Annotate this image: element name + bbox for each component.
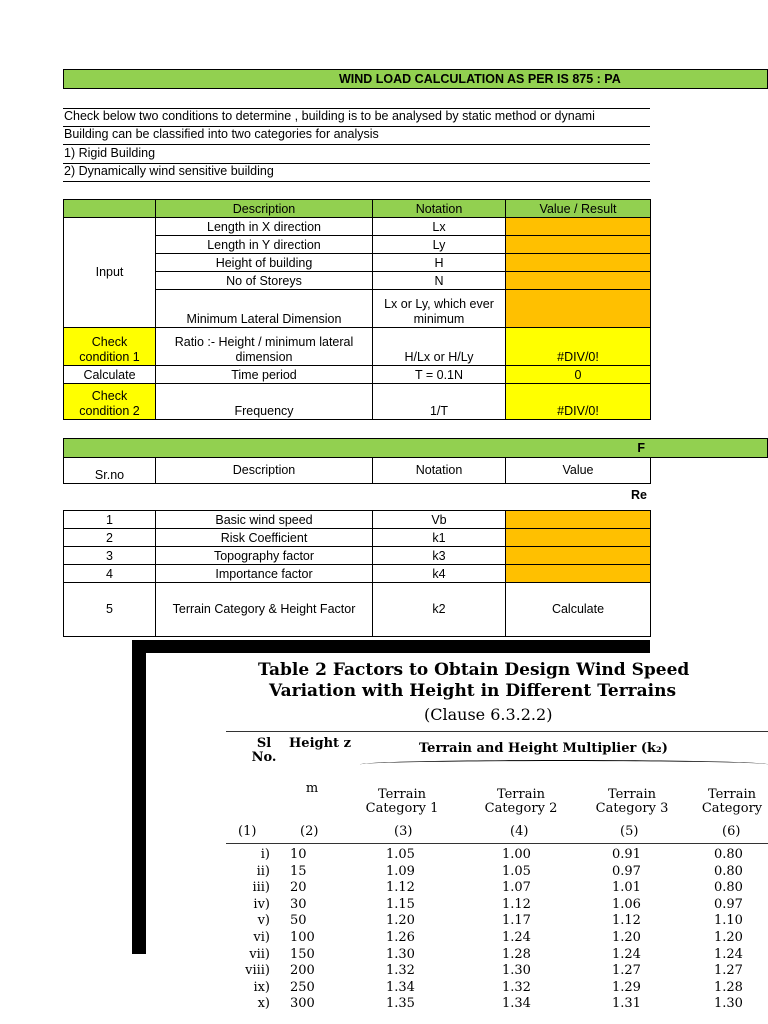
row-notation: Ly [373, 236, 506, 254]
scan-col-height: Height z [289, 736, 351, 751]
row-desc: Frequency [156, 384, 373, 420]
scan-k2-value: 0.91 [612, 847, 641, 862]
sr-no: 5 [64, 583, 156, 637]
scan-k2-value: 1.26 [386, 930, 415, 945]
scan-unit: m [305, 781, 319, 796]
scan-k2-value: 1.17 [502, 913, 531, 929]
row-desc: Length in X direction [156, 218, 373, 236]
scan-k2-value: 1.05 [386, 847, 415, 862]
scan-k2-value: 1.12 [502, 896, 531, 912]
scan-sl-no: v) [257, 913, 270, 929]
image-border-top [132, 640, 650, 653]
row-desc: Minimum Lateral Dimension [156, 290, 373, 328]
scan-k2-value: 1.27 [714, 963, 743, 979]
scan-k2-value: 0.97 [714, 896, 743, 912]
factor-table [63, 510, 651, 637]
divider [63, 181, 650, 182]
scan-height: 100 [290, 930, 315, 945]
scan-sl-no: vi) [253, 930, 270, 945]
scan-k2-value: 1.28 [502, 946, 531, 962]
scan-k2-value: 1.31 [612, 996, 641, 1012]
row-desc: Ratio :- Height / minimum lateral dimension [156, 328, 373, 366]
scan-height: 30 [290, 896, 307, 912]
scan-rule-top [226, 731, 768, 732]
scan-cat-4: Terrain Category [701, 787, 763, 816]
scan-height: 10 [290, 847, 307, 862]
scan-col-group: Terrain and Height Multiplier (k₂) [419, 741, 668, 756]
scan-k2-value: 1.12 [386, 880, 415, 896]
row-notation: Lx [373, 218, 506, 236]
input-cell-h[interactable] [506, 254, 651, 272]
input-cell-k3[interactable] [506, 547, 651, 565]
scan-k2-value: 1.32 [502, 979, 531, 995]
section-bar [63, 438, 768, 458]
sheet-title: WIND LOAD CALCULATION AS PER IS 875 : PA [339, 72, 621, 86]
row-notation: H [373, 254, 506, 272]
row-desc: Risk Coefficient [156, 529, 373, 547]
sr-no: 2 [64, 529, 156, 547]
re-label: Re [631, 488, 647, 502]
intro-line-2: Building can be classified into two categories for analysis [64, 127, 379, 141]
row-notation: N [373, 272, 506, 290]
row-notation: T = 0.1N [373, 366, 506, 384]
scan-k2-value: 0.80 [714, 847, 743, 862]
scan-k2-value: 1.30 [502, 963, 531, 979]
header-sr-no: Sr.no [64, 458, 156, 484]
sr-no: 3 [64, 547, 156, 565]
scan-sl-no: ix) [253, 979, 270, 995]
scan-sl-no: ii) [256, 863, 270, 879]
scan-sl-no: i) [260, 847, 270, 862]
scan-k2-value: 1.29 [612, 979, 641, 995]
calculate-k2-cell[interactable]: Calculate [506, 583, 651, 637]
scan-k2-value: 1.07 [502, 880, 531, 896]
scan-k2-value: 1.24 [612, 946, 641, 962]
intro-line-1: Check below two conditions to determine , building is to be analysed by static method or dynami [64, 109, 595, 123]
scan-k2-value: 1.00 [502, 847, 531, 862]
scan-k2-value: 0.80 [714, 880, 743, 896]
input-cell-ly[interactable] [506, 236, 651, 254]
calculate-label: Calculate [64, 366, 156, 384]
scan-colnum: (4) [510, 824, 529, 839]
row-desc: Height of building [156, 254, 373, 272]
header-description: Description [156, 458, 373, 484]
scan-sl-no: iii) [252, 880, 270, 896]
scan-height: 250 [290, 979, 315, 995]
input-label: Input [64, 218, 156, 328]
scan-k2-value: 1.24 [502, 930, 531, 945]
result-cell-time-period: 0 [506, 366, 651, 384]
scan-height: 200 [290, 963, 315, 979]
scan-sl-no: viii) [245, 963, 270, 979]
scan-cat-1: Terrain Category 1 [365, 787, 439, 816]
scan-k2-value: 1.06 [612, 896, 641, 912]
scan-k2-value: 1.32 [386, 963, 415, 979]
input-cell-vb[interactable] [506, 511, 651, 529]
scan-sl-no: x) [257, 996, 270, 1012]
scan-k2-value: 1.24 [714, 946, 743, 962]
scan-k2-value: 1.10 [714, 913, 743, 929]
sr-no: 1 [64, 511, 156, 529]
scan-colnum: (2) [300, 824, 319, 839]
row-notation: Vb [373, 511, 506, 529]
scan-height: 150 [290, 946, 315, 962]
row-desc: Importance factor [156, 565, 373, 583]
scan-colnum: (5) [620, 824, 639, 839]
scan-sl-no: iv) [253, 896, 270, 912]
scan-k2-value: 1.35 [386, 996, 415, 1012]
row-notation: k3 [373, 547, 506, 565]
scan-cat-3: Terrain Category 3 [595, 787, 669, 816]
input-cell-k4[interactable] [506, 565, 651, 583]
scan-colnum: (3) [394, 824, 413, 839]
building-check-table [63, 199, 651, 420]
header-value: Value [506, 458, 651, 484]
row-desc: Basic wind speed [156, 511, 373, 529]
scan-k2-value: 1.05 [502, 863, 531, 879]
result-cell-frequency: #DIV/0! [506, 384, 651, 420]
intro-line-3: 1) Rigid Building [64, 146, 156, 160]
scan-k2-value: 0.97 [612, 863, 641, 879]
scan-brace [360, 760, 768, 769]
scan-height: 20 [290, 880, 307, 896]
intro-line-4: 2) Dynamically wind sensitive building [64, 164, 274, 178]
header-notation: Notation [373, 200, 506, 218]
input-cell-lx[interactable] [506, 218, 651, 236]
check-condition-2-label: Check condition 2 [64, 384, 156, 420]
scan-title-line-2: Variation with Height in Different Terrains [269, 681, 677, 701]
result-cell-ratio: #DIV/0! [506, 328, 651, 366]
scan-colnum: (1) [238, 824, 257, 839]
scan-height: 300 [290, 996, 315, 1012]
input-cell-k1[interactable] [506, 529, 651, 547]
is875-table2-image [132, 640, 768, 1024]
row-notation: H/Lx or H/Ly [373, 328, 506, 366]
scan-k2-value: 1.20 [714, 930, 743, 945]
scan-k2-value: 1.30 [386, 946, 415, 962]
header-notation: Notation [373, 458, 506, 484]
divider [63, 144, 650, 145]
scan-k2-value: 1.28 [714, 979, 743, 995]
scan-k2-value: 1.15 [386, 896, 415, 912]
scan-colnum: (6) [722, 824, 741, 839]
input-cell-min-dim[interactable] [506, 290, 651, 328]
check-condition-1-label: Check condition 1 [64, 328, 156, 366]
row-desc: Terrain Category & Height Factor [156, 583, 373, 637]
scan-k2-value: 1.34 [502, 996, 531, 1012]
row-desc: No of Storeys [156, 272, 373, 290]
row-notation: k1 [373, 529, 506, 547]
scan-k2-value: 0.80 [714, 863, 743, 879]
scan-rule-header [226, 843, 768, 844]
row-notation: k2 [373, 583, 506, 637]
scan-sl-no: vii) [249, 946, 270, 962]
sr-no: 4 [64, 565, 156, 583]
row-notation: k4 [373, 565, 506, 583]
scan-title-line-1: Table 2 Factors to Obtain Design Wind Speed [258, 660, 690, 680]
header-description: Description [156, 200, 373, 218]
scan-col-sl: Sl No. [251, 736, 277, 765]
row-desc: Time period [156, 366, 373, 384]
row-desc: Length in Y direction [156, 236, 373, 254]
scan-k2-value: 1.27 [612, 963, 641, 979]
sheet-title-bar [63, 69, 768, 89]
scan-height: 50 [290, 913, 307, 929]
scan-cat-2: Terrain Category 2 [484, 787, 558, 816]
scan-k2-value: 1.34 [386, 979, 415, 995]
scan-k2-value: 1.20 [386, 913, 415, 929]
scan-k2-value: 1.09 [386, 863, 415, 879]
scan-k2-value: 1.30 [714, 996, 743, 1012]
section-bar-text: F [637, 441, 645, 455]
row-desc: Topography factor [156, 547, 373, 565]
scan-height: 15 [290, 863, 307, 879]
header-value: Value / Result [506, 200, 651, 218]
scan-k2-value: 1.12 [612, 913, 641, 929]
scan-clause: (Clause 6.3.2.2) [424, 705, 553, 724]
table1-blank-header [64, 200, 156, 218]
row-notation: 1/T [373, 384, 506, 420]
row-notation: Lx or Ly, which ever minimum [373, 290, 506, 328]
factor-table-header [63, 457, 651, 484]
image-border-left [132, 640, 146, 954]
input-cell-n[interactable] [506, 272, 651, 290]
scan-k2-value: 1.01 [612, 880, 641, 896]
scan-k2-value: 1.20 [612, 930, 641, 945]
